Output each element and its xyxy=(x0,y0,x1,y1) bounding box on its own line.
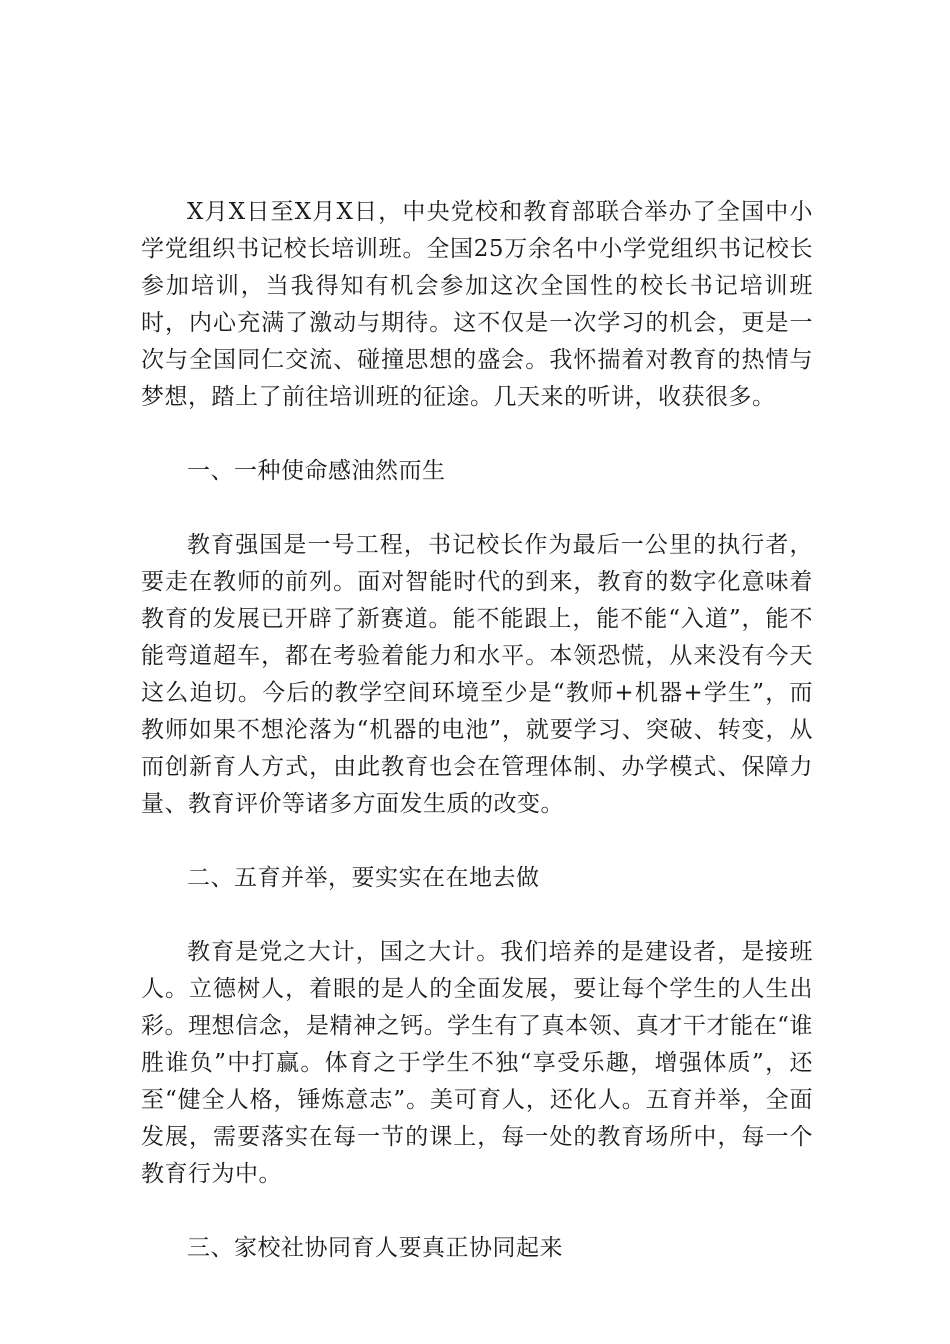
section-1-paragraph: 教育强国是一号工程，书记校长作为最后一公里的执行者，要走在教师的前列。面对智能时代的到来，教育的数字化意味着教育的发展已开辟了新赛道。能不能跟上，能不能“入道”，能不能弯道超车，都在考验着能力和水平。本领恐慌，从来没有今天这么迫切。今后的教学空间环境至少是“教师+机器+学生”，而教师如果不想沦落为“机器的电池”，就要学习、突破、转变，从而创新育人方式，由此教育也会在管理体制、办学模式、保障力量、教育评价等诸多方面发生质的改变。 xyxy=(141,532,813,817)
document-body xyxy=(141,189,813,1304)
section-1-heading: 一、一种使命感油然而生 xyxy=(187,458,446,484)
section-2-heading: 二、五育并举，要实实在在地去做 xyxy=(187,865,540,891)
section-3-heading: 三、家校社协同育人要真正协同起来 xyxy=(187,1235,563,1261)
intro-paragraph: X月X日至X月X日，中央党校和教育部联合举办了全国中小学党组织书记校长培训班。全国25万余名中小学党组织书记校长参加培训，当我得知有机会参加这次全国性的校长书记培训班时，内心充满了激动与期待。这不仅是一次学习的机会，更是一次与全国同仁交流、碰撞思想的盛会。我怀揣着对教育的热情与梦想，踏上了前往培训班的征途。几天来的听讲，收获很多。 xyxy=(141,199,813,410)
section-2-paragraph: 教育是党之大计，国之大计。我们培养的是建设者，是接班人。立德树人，着眼的是人的全面发展，要让每个学生的人生出彩。理想信念，是精神之钙。学生有了真本领、真才干才能在“谁胜谁负”中打赢。体育之于学生不独“享受乐趣，增强体质”，还至“健全人格，锤炼意志”。美可育人，还化人。五育并举，全面发展，需要落实在每一节的课上，每一处的教育场所中，每一个教育行为中。 xyxy=(141,939,813,1187)
